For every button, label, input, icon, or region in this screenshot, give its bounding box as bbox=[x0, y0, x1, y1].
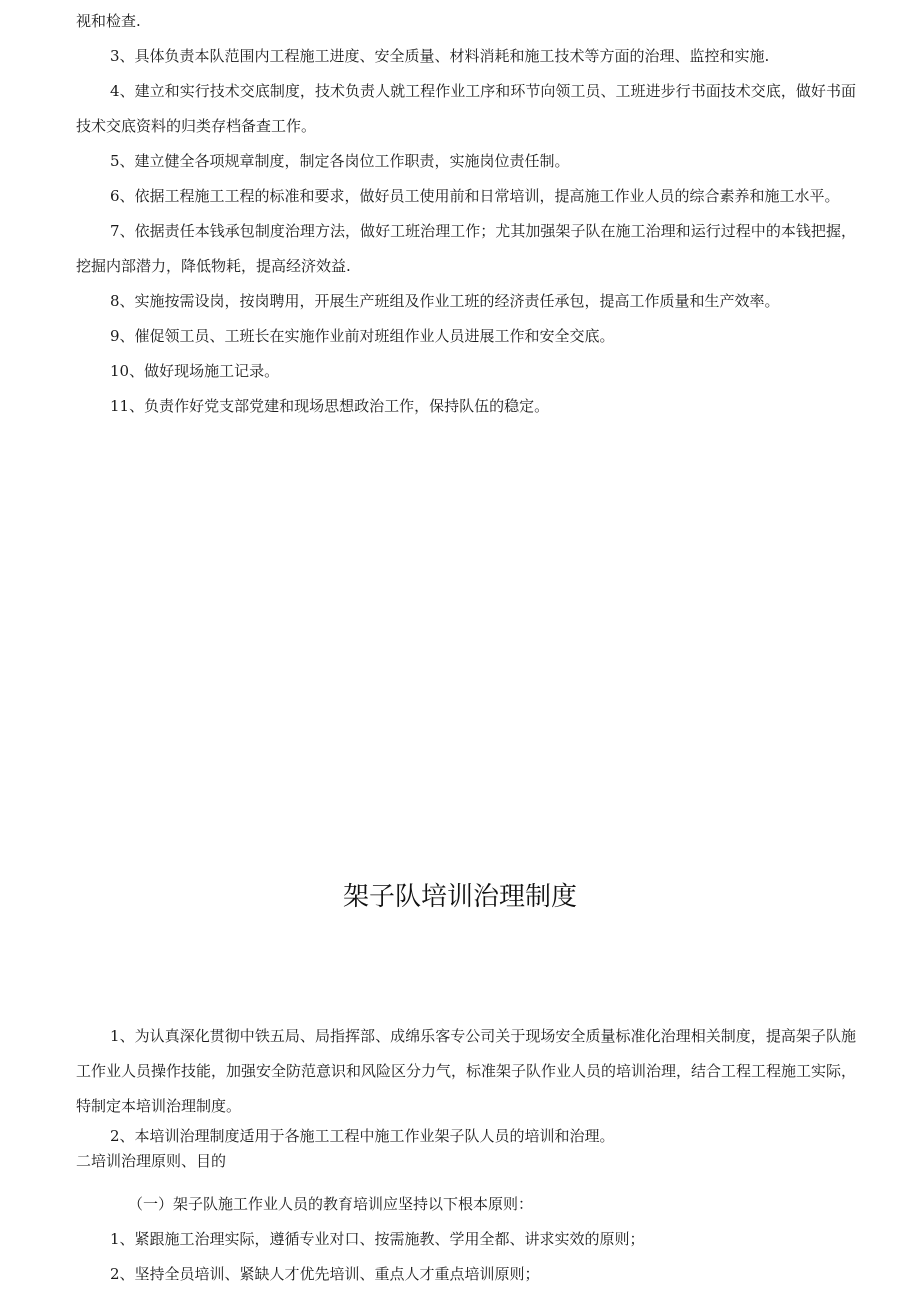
subsection-heading-1: （一）架子队施工作业人员的教育培训应坚持以下根本原则： bbox=[128, 1195, 534, 1213]
paragraph-item-4: 4、建立和实行技术交底制度，技术负责人就工程作业工序和环节向领工员、工班进步行书面技术交底，做好书面技术交底资料的归类存档备查工作。 bbox=[76, 82, 856, 135]
principle-item-1: 1、紧跟施工治理实际，遵循专业对口、按需施教、学用全都、讲求实效的原则； bbox=[110, 1230, 645, 1248]
responsibilities-section bbox=[76, 4, 856, 424]
paragraph-item-6: 6、依据工程施工工程的标准和要求，做好员工使用前和日常培训，提高施工作业人员的综合素养和施工水平。 bbox=[110, 187, 840, 205]
paragraph-item-5: 5、建立健全各项规章制度，制定各岗位工作职责，实施岗位责任制。 bbox=[110, 152, 570, 170]
paragraph-item-3: 3、具体负责本队范围内工程施工进度、安全质量、材料消耗和施工技术等方面的治理、监控和实施. bbox=[110, 47, 770, 65]
training-section bbox=[76, 1019, 856, 1292]
section-heading-2: 二培训治理原则、目的 bbox=[76, 1152, 227, 1170]
principle-item-2: 2、坚持全员培训、紧缺人才优先培训、重点人才重点培训原则； bbox=[110, 1265, 540, 1283]
paragraph-item-8: 8、实施按需设岗，按岗聘用，开展生产班组及作业工班的经济责任承包，提高工作质量和生产效率。 bbox=[110, 292, 780, 310]
paragraph-continuation: 视和检查. bbox=[76, 12, 141, 30]
document-title: 架子队培训治理制度 bbox=[342, 882, 577, 912]
paragraph-training-1: 1、为认真深化贯彻中铁五局、局指挥部、成绵乐客专公司关于现场安全质量标准化治理相关制度，提高架子队施工作业人员操作技能，加强安全防范意识和风险区分力气，标准架子队作业人员的培训治理，结合工程工程施工实际，特制定本培训治理制度。 bbox=[76, 1027, 857, 1115]
paragraph-training-2: 2、本培训治理制度适用于各施工工程中施工作业架子队人员的培训和治理。 bbox=[110, 1127, 615, 1145]
paragraph-item-7: 7、依据责任本钱承包制度治理方法，做好工班治理工作；尤其加强架子队在施工治理和运行过程中的本钱把握，挖掘内部潜力，降低物耗，提高经济效益. bbox=[76, 222, 856, 275]
paragraph-item-10: 10、做好现场施工记录。 bbox=[110, 362, 280, 380]
paragraph-item-11: 11、负责作好党支部党建和现场思想政治工作，保持队伍的稳定。 bbox=[110, 397, 550, 415]
paragraph-item-9: 9、催促领工员、工班长在实施作业前对班组作业人员进展工作和安全交底。 bbox=[110, 327, 615, 345]
